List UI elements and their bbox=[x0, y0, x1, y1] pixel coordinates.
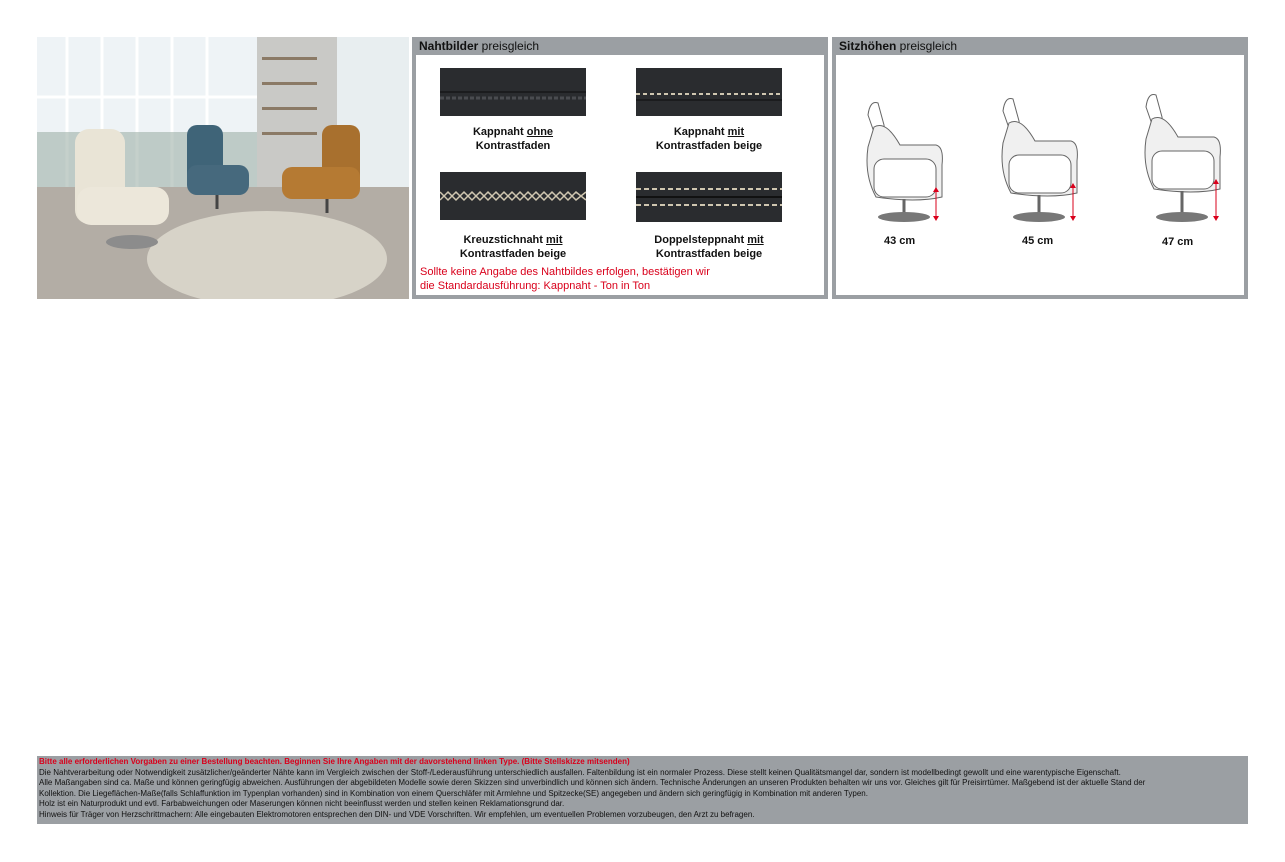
seam-swatch-kappnaht-ohne bbox=[440, 68, 586, 116]
chair-height-47-icon bbox=[1134, 85, 1244, 235]
footer-line: Holz ist ein Naturprodukt und evtl. Farbabweichungen oder Maserungen können nicht beeinflusst werden und stellen keinen Reklamationsgrund dar. bbox=[39, 799, 565, 809]
chair-height-45-icon bbox=[991, 85, 1101, 235]
seam-swatch-doppelsteppnaht bbox=[636, 172, 782, 222]
footer-line: Die Nahtverarbeitung oder Notwendigkeit zusätzlicher/geänderter Nähte kann im Vergleich zwischen der Stoff-/Lederausführung unterschiedlich ausfallen. Faltenbildung ist ein normaler Prozess. Diese stellt keinen Qualitätsmangel dar, sondern ist modellbedingt gewollt und eine warentypische Eigenschaft. bbox=[39, 767, 1121, 777]
living-room-illustration bbox=[37, 37, 409, 299]
nahtbilder-panel bbox=[412, 37, 828, 299]
footer-notes bbox=[37, 756, 1248, 824]
order-warning: Bitte alle erforderlichen Vorgaben zu einer Bestellung beachten. Beginnen Sie Ihre Angaben mit der davorstehend linken Type. (Bitte Stellskizze mitsenden) bbox=[39, 757, 630, 766]
product-photo bbox=[37, 37, 409, 299]
footer-line: Alle Maßangaben sind ca. Maße und können geringfügig abweichen. Ausführungen der abgebildeten Modelle sowie deren Skizzen sind unverbindlich und können sich ändern. Technische Änderungen an unseren Produkten behalten wir uns vor. Gleiches gilt für Preisirrtümer. Maßgebend ist der aktuelle Stand der bbox=[39, 778, 1146, 788]
nahtbilder-content bbox=[416, 55, 824, 295]
seam-caption-3: Kreuzstichnaht mit Kontrastfaden beige bbox=[459, 234, 567, 260]
chair-height-43-icon bbox=[856, 85, 966, 235]
sitzhoehen-panel bbox=[832, 37, 1248, 299]
seam-swatch-kreuzstichnaht bbox=[440, 172, 586, 220]
sitzhoehen-title: Sitzhöhen preisgleich bbox=[839, 39, 958, 53]
height-label-43: 43 cm bbox=[884, 235, 916, 247]
height-label-45: 45 cm bbox=[1022, 235, 1054, 247]
footer-line: Hinweis für Träger von Herzschrittmachern: Alle eingebauten Elektromotoren entsprechen den DIN- und VDE Vorschriften. Wir empfehlen, um eventuellen Problemen vorzubeugen, den Arzt zu befragen. bbox=[39, 809, 755, 819]
seam-swatch-kappnaht-mit bbox=[636, 68, 782, 116]
nahtbilder-title: Nahtbilder preisgleich bbox=[419, 39, 540, 53]
seam-caption-2: Kappnaht mit Kontrastfaden beige bbox=[655, 126, 763, 152]
height-label-47: 47 cm bbox=[1162, 236, 1194, 248]
seam-caption-4: Doppelsteppnaht mit Kontrastfaden beige bbox=[654, 234, 764, 260]
seam-caption-1: Kappnaht ohne Kontrastfaden bbox=[472, 126, 554, 152]
footer-line: Kollektion. Die Liegeflächen-Maße(falls Schlaffunktion im Typenplan vorhanden) sind in Kombination von einem Querschläfer mit Armlehne und Spitzecke(SE) angegeben und ändern sich geringfügig in Kombination mit anderen Typen. bbox=[39, 788, 868, 798]
sitzhoehen-content bbox=[836, 55, 1244, 295]
standard-seam-note: Sollte keine Angabe des Nahtbildes erfolgen, bestätigen wir die Standardausführung: Kappnaht - Ton in Ton bbox=[420, 266, 710, 292]
